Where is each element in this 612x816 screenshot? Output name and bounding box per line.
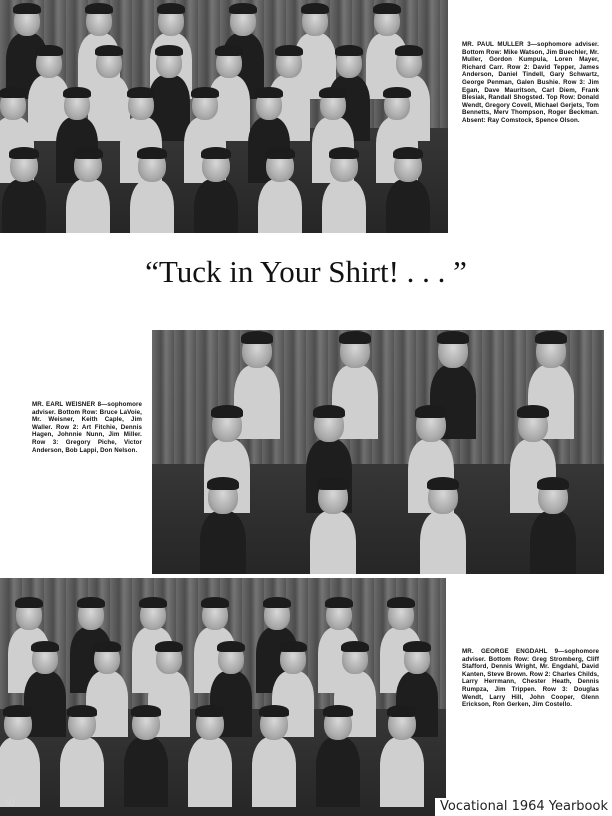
figure-hair (3, 705, 33, 717)
figure-hair (383, 87, 411, 98)
figure-hair (395, 45, 423, 56)
page-headline: “Tuck in Your Shirt! . . . ” (145, 254, 467, 289)
figure-hair (255, 87, 283, 98)
figure-hair (325, 597, 353, 608)
figure-hair (341, 641, 369, 652)
page-number: 92 (6, 798, 15, 808)
figure-hair (217, 641, 245, 652)
figure-body (60, 737, 104, 807)
figure-hair (393, 147, 423, 159)
figure-hair (339, 331, 371, 344)
figure-hair (373, 3, 401, 14)
figure-hair (275, 45, 303, 56)
figure-hair (95, 45, 123, 56)
figure-hair (317, 477, 349, 490)
figure-hair (13, 3, 41, 14)
figure-hair (241, 331, 273, 344)
figure-hair (263, 597, 291, 608)
figure-body (380, 737, 424, 807)
figure-hair (301, 3, 329, 14)
figure-hair (137, 147, 167, 159)
figure-hair (85, 3, 113, 14)
figure-hair (131, 705, 161, 717)
figure-body (310, 511, 356, 574)
figure-hair (191, 87, 219, 98)
caption-weisner: MR. EARL WEISNER 8—sophomore adviser. Bottom Row: Bruce LaVoie, Mr. Weisner, Keith Caple, Jim Waller. Row 2: Art Fitchie, Dennis Hagen, Johnnie Nunn, Jim Miller. Row 3: Gregory Piche, Victor Anderson, Bob Lappi, Don Nelson. (32, 401, 142, 454)
caption-engdahl: MR. GEORGE ENGDAHL 9—sophomore adviser. Bottom Row: Greg Stromberg, Cliff Stafford, Dennis Wright, Mr. Engdahl, David Kanten, Steve Brown. Row 2: Charles Childs, Larry Herrmann, Chester Heath, Dennis Rumpza, Jim Trippen. Row 3: Douglas Wendt, Larry Hill, John Cooper, Glenn Erickson, Ron Gerken, Jim Costello. (462, 648, 599, 709)
photo-homeroom-muller (0, 0, 448, 233)
figure-hair (313, 405, 345, 418)
figure-hair (517, 405, 549, 418)
figure-hair (195, 705, 225, 717)
figure-hair (535, 331, 567, 344)
figure-body (124, 737, 168, 807)
figure-body (130, 179, 174, 233)
figure-hair (215, 45, 243, 56)
figure-hair (335, 45, 363, 56)
figure-hair (157, 3, 185, 14)
photo-homeroom-weisner (152, 330, 604, 574)
figure-hair (155, 641, 183, 652)
figure-hair (67, 705, 97, 717)
figure-hair (323, 705, 353, 717)
figure-body (530, 511, 576, 574)
figure-hair (415, 405, 447, 418)
figure-body (2, 179, 46, 233)
figure-hair (427, 477, 459, 490)
figure-body (258, 179, 302, 233)
figure-hair (229, 3, 257, 14)
figure-hair (403, 641, 431, 652)
figure-hair (259, 705, 289, 717)
figure-body (386, 179, 430, 233)
figure-hair (201, 597, 229, 608)
figure-hair (387, 597, 415, 608)
figure-body (66, 179, 110, 233)
figure-hair (93, 641, 121, 652)
figure-hair (63, 87, 91, 98)
figure-hair (319, 87, 347, 98)
figure-body (200, 511, 246, 574)
figure-hair (201, 147, 231, 159)
figure-hair (77, 597, 105, 608)
figure-hair (35, 45, 63, 56)
figure-body (194, 179, 238, 233)
figure-body (316, 737, 360, 807)
caption-muller: MR. PAUL MULLER 3—sophomore adviser. Bottom Row: Mike Watson, Jim Buechler, Mr. Muller, Gordon Kumpula, Loren Mayer, Richard Carr. Row 2: David Tepper, James Anderson, Daniel Tindell, Gary Schwartz, George Penman, Galen Bushie. Row 3: Jim Egan, Dave Mauritson, Carl Diem, Frank Blesiak, Randall Shogsted. Top Row: Donald Wendt, Gregory Covell, Michael Gerjets, Tom Bennetts, Merv Thompson, Roger Beckman. Absent: Ray Comstock, Spence Olson. (462, 41, 599, 124)
figure-body (322, 179, 366, 233)
figure-body (0, 737, 40, 807)
figure-hair (207, 477, 239, 490)
figure-hair (211, 405, 243, 418)
figure-body (252, 737, 296, 807)
figure-hair (73, 147, 103, 159)
figure-hair (387, 705, 417, 717)
figure-body (188, 737, 232, 807)
watermark-label: Vocational 1964 Yearbook (435, 798, 612, 816)
figure-hair (31, 641, 59, 652)
figure-hair (139, 597, 167, 608)
figure-hair (279, 641, 307, 652)
figure-hair (0, 87, 27, 98)
figure-hair (329, 147, 359, 159)
figure-hair (15, 597, 43, 608)
figure-hair (155, 45, 183, 56)
figure-body (420, 511, 466, 574)
figure-hair (537, 477, 569, 490)
photo-homeroom-engdahl (0, 578, 446, 816)
figure-hair (437, 331, 469, 344)
figure-hair (127, 87, 155, 98)
figure-hair (265, 147, 295, 159)
figure-hair (9, 147, 39, 159)
